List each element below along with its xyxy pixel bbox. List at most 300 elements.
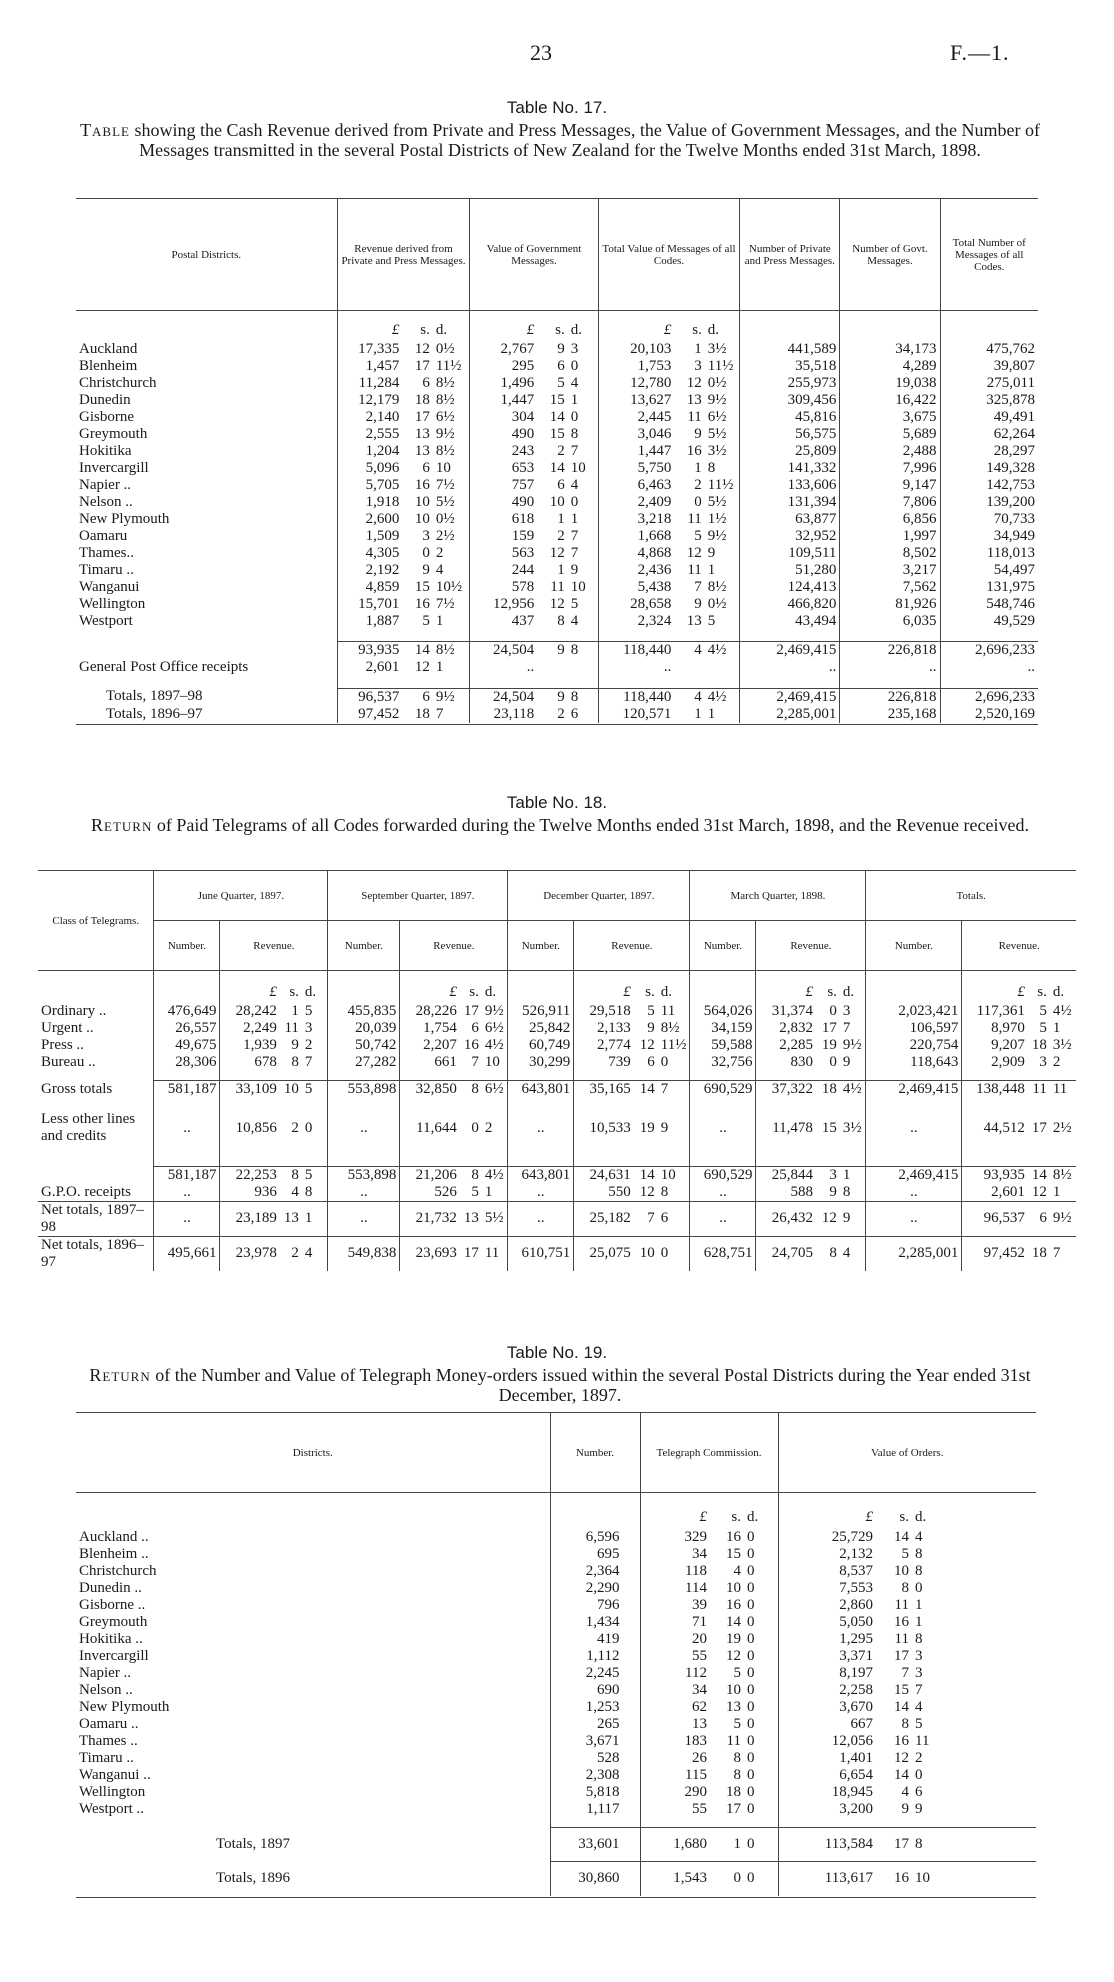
table-cell: 618 bbox=[470, 511, 537, 528]
table-cell: 33,109 bbox=[220, 1081, 280, 1099]
table-cell: 9 bbox=[557, 340, 565, 357]
table-cell: 120,571 bbox=[598, 706, 674, 723]
table-row bbox=[76, 579, 1038, 596]
table-cell: 118,440 bbox=[598, 688, 674, 706]
table-cell: .. bbox=[508, 1201, 574, 1236]
table-row bbox=[76, 1546, 1036, 1563]
table-cell: 8 bbox=[304, 1183, 313, 1200]
table-row bbox=[76, 1801, 1036, 1818]
table-cell: 131,975 bbox=[940, 579, 1038, 596]
table-19-col-header: Value of Orders. bbox=[778, 1413, 1036, 1493]
blank-cell bbox=[705, 630, 740, 642]
table-cell: 12 bbox=[726, 1647, 741, 1664]
table-18-unit-row bbox=[38, 971, 1076, 1003]
table-cell: 18 bbox=[1031, 1036, 1047, 1053]
table-cell: 695 bbox=[550, 1546, 640, 1563]
table-cell: 2,469,415 bbox=[740, 642, 840, 660]
table-cell: 45,816 bbox=[740, 409, 840, 426]
table-cell: 32,756 bbox=[690, 1054, 756, 1071]
table-cell: 2 bbox=[557, 527, 565, 544]
table-cell: 11 bbox=[660, 1002, 676, 1019]
table-cell: 490 bbox=[470, 494, 537, 511]
table-cell: 13 bbox=[414, 442, 430, 459]
blank-cell bbox=[1050, 1158, 1076, 1166]
table-row bbox=[76, 1767, 1036, 1784]
table-cell: 0 bbox=[570, 493, 579, 510]
table-cell: 60,749 bbox=[508, 1037, 574, 1054]
table-cell: 14 bbox=[634, 1166, 658, 1184]
table-cell: 1 bbox=[435, 659, 444, 675]
row-label: Net totals, 1897–98 bbox=[41, 1201, 144, 1235]
number-header: Number. bbox=[508, 921, 574, 971]
table-cell: 12 bbox=[686, 544, 702, 561]
table-cell: 27,282 bbox=[328, 1054, 400, 1071]
blank-cell bbox=[38, 1071, 154, 1081]
table-cell: 2,774 bbox=[574, 1037, 634, 1054]
unit-label: £ bbox=[640, 1493, 710, 1529]
table-cell: 2,308 bbox=[550, 1767, 640, 1784]
table-cell: 4 bbox=[570, 374, 579, 391]
table-cell: 3½ bbox=[707, 442, 727, 459]
table-cell: 118 bbox=[640, 1563, 710, 1580]
blank-cell bbox=[710, 1818, 744, 1828]
row-label: Napier .. bbox=[79, 476, 132, 493]
blank-cell bbox=[778, 1818, 876, 1828]
table-cell: 39 bbox=[640, 1597, 710, 1614]
table-cell: 4½ bbox=[484, 1036, 504, 1053]
table-cell: 19 bbox=[821, 1036, 837, 1053]
row-label: G.P.O. receipts bbox=[41, 1183, 131, 1200]
table-cell: 4,868 bbox=[598, 545, 674, 562]
table-cell: 1,447 bbox=[598, 443, 674, 460]
blank-cell bbox=[460, 1158, 482, 1166]
table-cell: 6 bbox=[647, 1053, 655, 1070]
table-cell: 548,746 bbox=[940, 596, 1038, 613]
table-cell: 96,537 bbox=[962, 1201, 1028, 1236]
table-cell: 12 bbox=[639, 1183, 655, 1200]
blank-cell bbox=[76, 1818, 550, 1828]
table-19-unit-row bbox=[76, 1493, 1036, 1529]
table-cell: 117,361 bbox=[962, 1003, 1028, 1020]
table-cell: 2,285 bbox=[756, 1037, 816, 1054]
blank-cell bbox=[470, 630, 537, 642]
table-cell: 14 bbox=[726, 1613, 741, 1630]
table-cell: 55 bbox=[640, 1801, 710, 1818]
table-cell: 628,751 bbox=[690, 1236, 756, 1271]
table-cell: .. bbox=[470, 659, 537, 676]
table-cell: 0½ bbox=[707, 374, 727, 391]
table-cell: 9 bbox=[660, 1119, 669, 1136]
table-cell: 0 bbox=[747, 1681, 755, 1698]
table-cell: 1 bbox=[570, 510, 579, 527]
table-cell: 26,432 bbox=[756, 1201, 816, 1236]
table-cell: 667 bbox=[778, 1716, 876, 1733]
table-cell: 1,204 bbox=[337, 443, 402, 460]
table-18-desc-lead: Return bbox=[91, 815, 153, 835]
table-cell: 2,860 bbox=[778, 1597, 876, 1614]
table-17-col-header: Number of Govt. Messages. bbox=[840, 199, 940, 311]
table-cell: 8 bbox=[660, 1183, 669, 1200]
table-cell: 5 bbox=[557, 374, 565, 391]
table-cell: 1 bbox=[915, 1596, 923, 1613]
table-cell: 1 bbox=[915, 1613, 923, 1630]
blank-cell bbox=[550, 1493, 640, 1529]
table-cell: 325,878 bbox=[940, 392, 1038, 409]
table-row bbox=[76, 596, 1038, 613]
table-cell: 9,147 bbox=[840, 477, 940, 494]
table-cell: .. bbox=[154, 1184, 220, 1202]
table-cell: .. bbox=[508, 1184, 574, 1202]
table-cell: 5 bbox=[694, 527, 702, 544]
table-cell: 0 bbox=[915, 1579, 923, 1596]
table-cell: 466,820 bbox=[740, 596, 840, 613]
table-cell: 275,011 bbox=[940, 375, 1038, 392]
table-17-unit-row bbox=[76, 311, 1038, 341]
blank-cell bbox=[550, 1818, 640, 1828]
table-17-description bbox=[60, 120, 1060, 160]
table-cell: 9 bbox=[570, 561, 579, 578]
unit-label: s. bbox=[555, 322, 565, 339]
row-label: Invercargill bbox=[79, 1647, 149, 1664]
row-label: Wellington bbox=[79, 595, 146, 612]
table-cell: 18,945 bbox=[778, 1784, 876, 1801]
unit-label: d. bbox=[435, 322, 448, 339]
table-cell: 12 bbox=[686, 374, 702, 391]
blank-cell bbox=[574, 1158, 634, 1166]
table-cell: .. bbox=[154, 1098, 220, 1158]
table-cell: 5,050 bbox=[778, 1614, 876, 1631]
table-cell: 526,911 bbox=[508, 1003, 574, 1020]
subtotal-row bbox=[76, 642, 1038, 660]
table-cell: 2,285,001 bbox=[740, 706, 840, 723]
blank-cell bbox=[280, 1071, 302, 1081]
table-row bbox=[76, 1614, 1036, 1631]
table-row bbox=[76, 426, 1038, 443]
table-cell: 12 bbox=[894, 1749, 909, 1766]
table-cell: 50,742 bbox=[328, 1037, 400, 1054]
blank-cell bbox=[337, 630, 402, 642]
table-cell: 15 bbox=[726, 1545, 741, 1562]
table-cell: 10 bbox=[484, 1053, 500, 1070]
table-cell: 9 bbox=[647, 1019, 655, 1036]
table-row bbox=[76, 1665, 1036, 1682]
table-cell: 3½ bbox=[842, 1119, 862, 1136]
blank-cell bbox=[400, 1158, 460, 1166]
table-cell: 16,422 bbox=[840, 392, 940, 409]
table-cell: 131,394 bbox=[740, 494, 840, 511]
table-cell: 10 bbox=[894, 1562, 909, 1579]
table-cell: 610,751 bbox=[508, 1236, 574, 1271]
row-label: Auckland bbox=[79, 340, 138, 357]
table-cell: 15 bbox=[549, 425, 565, 442]
table-cell: 0 bbox=[747, 1545, 755, 1562]
blank-cell bbox=[962, 1158, 1028, 1166]
row-label: Totals, 1896 bbox=[216, 1870, 290, 1886]
table-cell: 0 bbox=[660, 1245, 669, 1261]
page-reference: F.—1. bbox=[950, 40, 1010, 65]
table-cell: 5 bbox=[302, 1081, 328, 1099]
blank-cell bbox=[690, 971, 756, 1003]
table-cell: 62,264 bbox=[940, 426, 1038, 443]
quarter-header: December Quarter, 1897. bbox=[508, 871, 690, 921]
table-cell: 10 bbox=[570, 578, 586, 595]
table-row bbox=[38, 1037, 1076, 1054]
totals-row bbox=[76, 688, 1038, 706]
blank-cell bbox=[840, 1071, 866, 1081]
row-label: Thames .. bbox=[79, 1732, 138, 1749]
table-cell: 9½ bbox=[842, 1036, 862, 1053]
table-cell: 1 bbox=[694, 459, 702, 476]
table-cell: 8½ bbox=[707, 578, 727, 595]
row-label: Wanganui .. bbox=[79, 1766, 151, 1783]
blank-cell bbox=[568, 676, 598, 688]
table-cell: 20,039 bbox=[328, 1020, 400, 1037]
table-cell: 549,838 bbox=[328, 1236, 400, 1271]
table-cell: 2,555 bbox=[337, 426, 402, 443]
table-row bbox=[76, 1563, 1036, 1580]
table-cell: 1,939 bbox=[220, 1037, 280, 1054]
unit-label: s. bbox=[469, 984, 479, 1001]
table-cell: 1,253 bbox=[550, 1699, 640, 1716]
table-cell: 8 bbox=[915, 1562, 923, 1579]
table-cell: 141,332 bbox=[740, 460, 840, 477]
table-cell: 226,818 bbox=[840, 688, 940, 706]
blank-cell bbox=[433, 630, 470, 642]
table-cell: 7 bbox=[304, 1053, 313, 1070]
table-cell: 0½ bbox=[707, 595, 727, 612]
table-cell: 243 bbox=[470, 443, 537, 460]
table-cell: 8 bbox=[460, 1166, 482, 1184]
unit-label: £ bbox=[962, 971, 1028, 1003]
table-cell: 2,520,169 bbox=[940, 706, 1038, 723]
row-label: Wanganui bbox=[79, 578, 140, 595]
table-cell: 581,187 bbox=[154, 1166, 220, 1184]
table-cell: 8 bbox=[460, 1081, 482, 1099]
table-cell: 5½ bbox=[484, 1210, 504, 1226]
row-label: Timaru .. bbox=[79, 1749, 134, 1766]
table-cell: 8 bbox=[568, 642, 598, 660]
table-row bbox=[76, 545, 1038, 562]
unit-label: d. bbox=[660, 984, 673, 1001]
table-17-col-header: Postal Districts. bbox=[76, 199, 337, 311]
revenue-header: Revenue. bbox=[962, 921, 1076, 971]
table-cell: 7 bbox=[647, 1210, 655, 1226]
table-cell: 441,589 bbox=[740, 341, 840, 358]
table-cell: 17 bbox=[463, 1245, 479, 1261]
table-cell: 437 bbox=[470, 613, 537, 630]
blank-cell bbox=[328, 971, 400, 1003]
table-cell: 118,013 bbox=[940, 545, 1038, 562]
table-cell: 0 bbox=[747, 1647, 755, 1664]
unit-label: d. bbox=[842, 984, 855, 1001]
table-cell: 159 bbox=[470, 528, 537, 545]
table-cell: 2,469,415 bbox=[866, 1081, 962, 1099]
table-cell: 25,075 bbox=[574, 1236, 634, 1271]
table-cell: 17 bbox=[821, 1019, 837, 1036]
table-cell: 1,918 bbox=[337, 494, 402, 511]
table-17-spacer bbox=[76, 630, 1038, 642]
table-row bbox=[76, 443, 1038, 460]
table-cell: 8 bbox=[915, 1545, 923, 1562]
table-cell: 11½ bbox=[707, 476, 734, 493]
table-cell: 34 bbox=[640, 1546, 710, 1563]
table-cell: 2,245 bbox=[550, 1665, 640, 1682]
table-cell bbox=[568, 659, 598, 676]
table-cell: 4 bbox=[915, 1528, 923, 1545]
table-row bbox=[76, 1784, 1036, 1801]
table-cell: 7 bbox=[694, 578, 702, 595]
table-17-col-header: Number of Private and Press Messages. bbox=[740, 199, 840, 311]
table-cell: 9 bbox=[537, 642, 567, 660]
table-cell: 1,753 bbox=[598, 358, 674, 375]
table-cell: 5 bbox=[422, 612, 430, 629]
row-label: Timaru .. bbox=[79, 561, 134, 578]
table-cell: 495,661 bbox=[154, 1236, 220, 1271]
blank-cell bbox=[220, 1071, 280, 1081]
table-cell: 12,056 bbox=[778, 1733, 876, 1750]
table-cell: 2,258 bbox=[778, 1682, 876, 1699]
table-cell: 6 bbox=[402, 688, 432, 706]
table-cell: 16 bbox=[876, 1862, 912, 1896]
table-cell: 0 bbox=[747, 1783, 755, 1800]
table-cell: 4 bbox=[291, 1183, 299, 1200]
table-cell: 13 bbox=[726, 1698, 741, 1715]
table-cell: 25,729 bbox=[778, 1529, 876, 1546]
table-cell: 70,733 bbox=[940, 511, 1038, 528]
table-cell: 6 bbox=[471, 1019, 479, 1036]
table-cell: 12 bbox=[639, 1036, 655, 1053]
table-cell: 4 bbox=[901, 1783, 909, 1800]
table-cell: 2,767 bbox=[470, 341, 537, 358]
table-cell: 34 bbox=[640, 1682, 710, 1699]
blank-cell bbox=[640, 1818, 710, 1828]
blank-cell bbox=[76, 1896, 1036, 1898]
table-cell: 139,200 bbox=[940, 494, 1038, 511]
table-cell: .. bbox=[940, 659, 1038, 676]
table-cell: 12 bbox=[414, 340, 430, 357]
table-cell: 17 bbox=[1031, 1119, 1047, 1136]
table-cell bbox=[705, 659, 740, 676]
row-label: Wellington bbox=[79, 1783, 146, 1800]
table-row bbox=[76, 528, 1038, 545]
blank-cell bbox=[705, 676, 740, 688]
table-cell: 10 bbox=[726, 1681, 741, 1698]
table-cell: 4 bbox=[674, 688, 704, 706]
table-cell: 8 bbox=[280, 1166, 302, 1184]
blank-cell bbox=[816, 1158, 840, 1166]
table-cell: 4 bbox=[733, 1562, 741, 1579]
table-cell: 9½ bbox=[484, 1002, 504, 1019]
table-cell: 24,504 bbox=[470, 642, 537, 660]
table-cell: 2,600 bbox=[337, 511, 402, 528]
table-cell: 235,168 bbox=[840, 706, 940, 723]
table-cell: 15 bbox=[821, 1119, 837, 1136]
totals-row bbox=[76, 706, 1038, 723]
table-cell: 553,898 bbox=[328, 1081, 400, 1099]
table-cell: 14 bbox=[894, 1698, 909, 1715]
revenue-header: Revenue. bbox=[756, 921, 866, 971]
table-cell: 97,452 bbox=[337, 706, 402, 723]
table-cell: 6 bbox=[915, 1783, 923, 1800]
table-cell: 7,806 bbox=[840, 494, 940, 511]
table-cell: 265 bbox=[550, 1716, 640, 1733]
table-cell: 2,436 bbox=[598, 562, 674, 579]
gross-totals-row bbox=[38, 1081, 1076, 1099]
table-cell: 3½ bbox=[707, 340, 727, 357]
table-cell: 12 bbox=[414, 659, 430, 675]
table-cell: 18 bbox=[414, 705, 430, 722]
table-cell: 1 bbox=[435, 612, 444, 629]
table-row bbox=[38, 1020, 1076, 1037]
table-row bbox=[76, 562, 1038, 579]
table-cell: .. bbox=[866, 1098, 962, 1158]
page-number: 23 bbox=[530, 40, 552, 65]
table-cell: 10 bbox=[280, 1081, 302, 1099]
table-cell: 0 bbox=[660, 1053, 669, 1070]
row-label: Nelson .. bbox=[79, 1681, 133, 1698]
table-cell: 17,335 bbox=[337, 341, 402, 358]
blank-cell bbox=[598, 630, 674, 642]
blank-cell bbox=[816, 1071, 840, 1081]
table-cell: 12 bbox=[549, 595, 565, 612]
table-cell: 9½ bbox=[707, 391, 727, 408]
unit-label: £ bbox=[756, 971, 816, 1003]
table-cell: 39,807 bbox=[940, 358, 1038, 375]
table-cell: .. bbox=[508, 1098, 574, 1158]
table-cell: 1,401 bbox=[778, 1750, 876, 1767]
number-header: Number. bbox=[690, 921, 756, 971]
table-cell: 6½ bbox=[484, 1019, 504, 1036]
table-cell: 1,680 bbox=[640, 1828, 710, 1862]
blank-cell bbox=[280, 1158, 302, 1166]
table-cell: 13 bbox=[283, 1210, 299, 1226]
table-row bbox=[76, 511, 1038, 528]
blank-cell bbox=[876, 1818, 912, 1828]
table-cell: 59,588 bbox=[690, 1037, 756, 1054]
table-cell: .. bbox=[328, 1184, 400, 1202]
table-cell: 14 bbox=[402, 642, 432, 660]
class-of-telegrams-header: Class of Telegrams. bbox=[38, 871, 154, 971]
blank-cell bbox=[400, 1071, 460, 1081]
table-19-header-row bbox=[76, 1413, 1036, 1493]
table-cell: 24,705 bbox=[756, 1236, 816, 1271]
table-cell: 10 bbox=[435, 459, 451, 476]
row-label: Dunedin bbox=[79, 391, 131, 408]
table-cell: 81,926 bbox=[840, 596, 940, 613]
table-cell: 5 bbox=[570, 595, 579, 612]
table-cell: 8 bbox=[901, 1579, 909, 1596]
blank-cell bbox=[482, 1071, 508, 1081]
table-cell: 2 bbox=[915, 1749, 923, 1766]
table-cell: 0 bbox=[744, 1828, 778, 1862]
table-17-bottom bbox=[76, 723, 1038, 725]
table-cell: 5 bbox=[733, 1715, 741, 1732]
table-cell: 25,842 bbox=[508, 1020, 574, 1037]
table-cell: 5 bbox=[733, 1664, 741, 1681]
table-cell: 13,627 bbox=[598, 392, 674, 409]
table-cell: 3 bbox=[422, 527, 430, 544]
table-cell: 8,197 bbox=[778, 1665, 876, 1682]
table-cell: 26,557 bbox=[154, 1020, 220, 1037]
table-cell: 112 bbox=[640, 1665, 710, 1682]
table-cell: 2½ bbox=[1052, 1119, 1072, 1136]
table-cell: 290 bbox=[640, 1784, 710, 1801]
table-cell: 1,112 bbox=[550, 1648, 640, 1665]
table-row bbox=[76, 613, 1038, 630]
table-cell: 0 bbox=[570, 357, 579, 374]
table-cell: 1 bbox=[484, 1183, 493, 1200]
table-cell: 1,117 bbox=[550, 1801, 640, 1818]
